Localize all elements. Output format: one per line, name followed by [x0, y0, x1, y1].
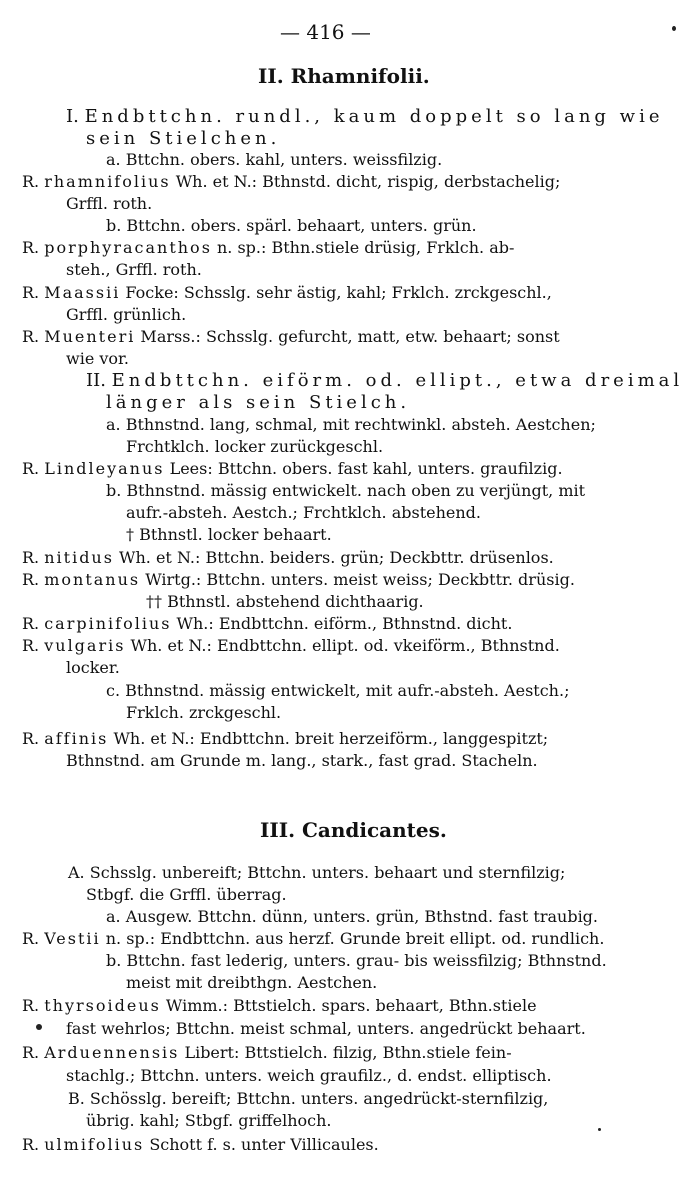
text-line: B. Schösslg. bereift; Bttchn. unters. angedrückt-sternfilzig, [68, 1089, 549, 1108]
text-line: fast wehrlos; Bttchn. meist schmal, unters. angedrückt behaart. [66, 1019, 586, 1038]
text-line: aufr.-absteh. Aestch.; Frchtklch. abstehend. [126, 503, 481, 522]
text-line: Grffl. roth. [66, 194, 153, 213]
species-entry: R. carpinifolius Wh.: Endbttchn. eiförm., Bthnstnd. dicht. [22, 614, 513, 633]
section-heading: II. Rhamnifolii. [258, 64, 430, 88]
species-entry: R. Vestii n. sp.: Endbttchn. aus herzf. Grunde breit ellipt. od. rundlich. [22, 929, 605, 948]
text-line: † Bthnstl. locker behaart. [126, 525, 332, 544]
species-entry: R. thyrsoideus Wimm.: Bttstielch. spars. behaart, Bthn.stiele [22, 996, 537, 1015]
species-entry: R. Maassii Focke: Schsslg. sehr ästig, kahl; Frklch. zrckgeschl., [22, 283, 552, 302]
text-line: b. Bthnstnd. mässig entwickelt. nach oben zu verjüngt, mit [106, 481, 586, 500]
text-line: sein Stielchen. [86, 128, 281, 149]
text-line: c. Bthnstnd. mässig entwickelt, mit aufr.-absteh. Aestch.; [106, 681, 570, 700]
text-line: II. Endbttchn. eiförm. od. ellipt., etwa dreimal [86, 370, 684, 391]
text-line: übrig. kahl; Stbgf. griffelhoch. [86, 1111, 332, 1130]
print-speck [36, 1024, 42, 1030]
text-line: I. Endbttchn. rundl., kaum doppelt so lang wie [66, 106, 664, 127]
text-line: wie vor. [66, 349, 130, 368]
text-line: stachlg.; Bttchn. unters. weich graufilz., d. endst. elliptisch. [66, 1066, 552, 1085]
text-line: steh., Grffl. roth. [66, 260, 202, 279]
text-line: a. Bttchn. obers. kahl, unters. weissfilzig. [106, 150, 443, 169]
text-line: Frchtklch. locker zurückgeschl. [126, 437, 384, 456]
species-entry: R. porphyracanthos n. sp.: Bthn.stiele drüsig, Frklch. ab- [22, 238, 515, 257]
page-number: — 416 — [280, 20, 371, 44]
text-line: Grffl. grünlich. [66, 305, 187, 324]
text-line: länger als sein Stielch. [106, 392, 411, 413]
species-entry: R. montanus Wirtg.: Bttchn. unters. meist weiss; Deckbttr. drüsig. [22, 570, 575, 589]
section-heading: III. Candicantes. [260, 818, 447, 842]
text-line: a. Ausgew. Bttchn. dünn, unters. grün, Bthstnd. fast traubig. [106, 907, 599, 926]
text-line: meist mit dreibthgn. Aestchen. [126, 973, 378, 992]
text-line: A. Schsslg. unbereift; Bttchn. unters. behaart und sternfilzig; [68, 863, 566, 882]
text-line: b. Bttchn. fast lederig, unters. grau- bis weissfilzig; Bthnstnd. [106, 951, 607, 970]
species-entry: R. affinis Wh. et N.: Endbttchn. breit herzeiförm., langgespitzt; [22, 729, 549, 748]
species-entry: R. rhamnifolius Wh. et N.: Bthnstd. dicht, rispig, derbstachelig; [22, 172, 561, 191]
text-line: Frklch. zrckgeschl. [126, 703, 282, 722]
species-entry: R. ulmifolius Schott f. s. unter Villicaules. [22, 1135, 379, 1154]
print-speck [598, 1128, 601, 1131]
text-line: locker. [66, 658, 120, 677]
species-entry: R. Muenteri Marss.: Schsslg. gefurcht, matt, etw. behaart; sonst [22, 327, 560, 346]
text-line: b. Bttchn. obers. spärl. behaart, unters. grün. [106, 216, 477, 235]
species-entry: R. Lindleyanus Lees: Bttchn. obers. fast kahl, unters. graufilzig. [22, 459, 563, 478]
species-entry: R. Arduennensis Libert: Bttstielch. filzig, Bthn.stiele fein- [22, 1043, 512, 1062]
text-line: †† Bthnstl. abstehend dichthaarig. [146, 592, 424, 611]
print-speck [672, 26, 676, 31]
species-entry: R. vulgaris Wh. et N.: Endbttchn. ellipt. od. vkeiförm., Bthnstnd. [22, 636, 560, 655]
text-line: Stbgf. die Grffl. überrag. [86, 885, 287, 904]
text-line: Bthnstnd. am Grunde m. lang., stark., fast grad. Stacheln. [66, 751, 538, 770]
text-line: a. Bthnstnd. lang, schmal, mit rechtwinkl. absteh. Aestchen; [106, 415, 596, 434]
species-entry: R. nitidus Wh. et N.: Bttchn. beiders. grün; Deckbttr. drüsenlos. [22, 548, 554, 567]
